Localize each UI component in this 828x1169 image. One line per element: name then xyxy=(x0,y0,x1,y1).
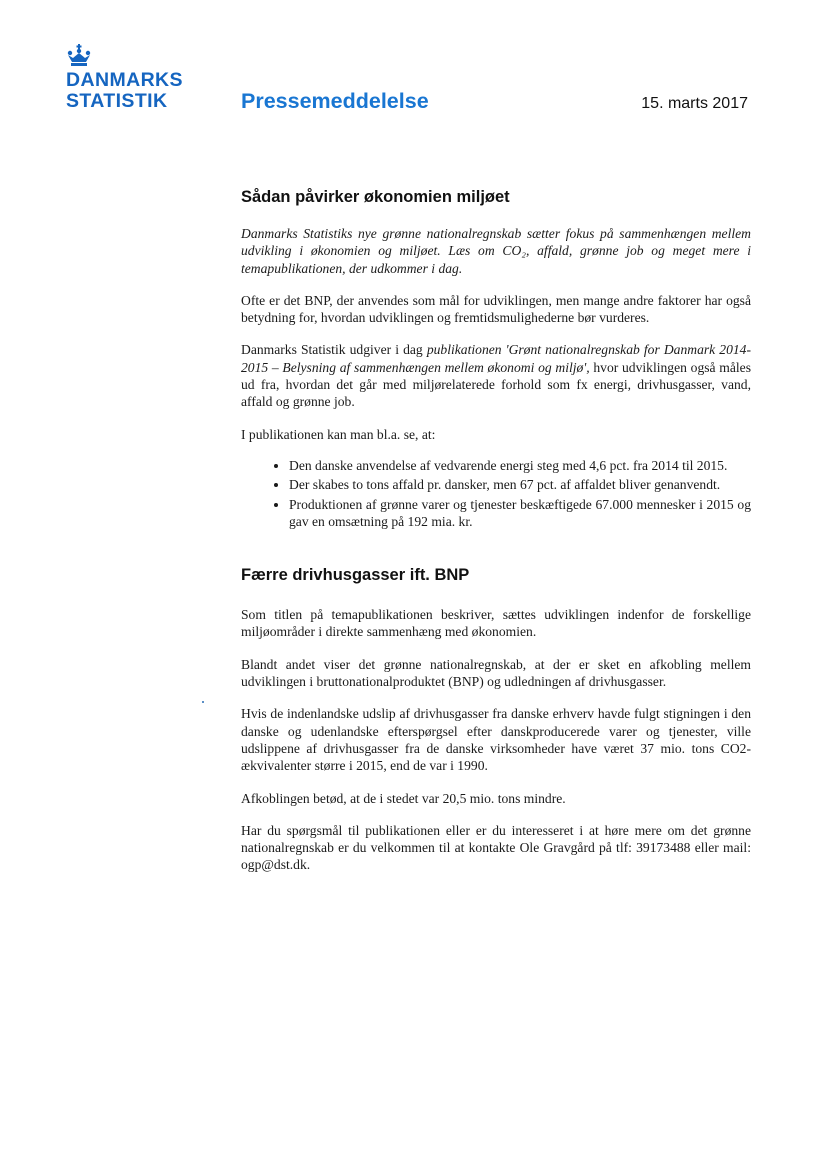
org-name-line2: STATISTIK xyxy=(66,90,168,112)
paragraph: Afkoblingen betød, at de i stedet var 20,5 mio. tons mindre. xyxy=(241,790,566,806)
text-span: Danmarks Statistik udgiver i dag xyxy=(241,342,427,358)
list-item: • Den danske anvendelse af vedvarende energi steg med 4,6 pct. fra 2014 til 2015. xyxy=(289,457,751,474)
crown-icon xyxy=(66,44,92,68)
paragraph: Ofte er det BNP, der anvendes som mål for udviklingen, men mange andre faktorer har også betydning for, hvordan udviklingen og fremtidsmulighederne bør vurderes. xyxy=(241,292,751,326)
publication-title: publikationen 'Grønt nationalregnskab for Danmark 2014-2015 – Belysning af sammenhængen mellem økonomi og miljø', xyxy=(241,342,751,375)
document-date: 15. marts 2017 xyxy=(641,95,748,112)
paragraph: Hvis de indenlandske udslip af drivhusgasser fra danske erhverv havde fulgt stigningen i den danske og udenlandske efterspørgsel efter danskproducerede varer og tjenester, ville udslippene af drivhusgasser fra de danske virksomheder have været 37 mio. tons CO2-ækvivalenter større i 2015, end de var i 1990. xyxy=(241,706,751,774)
bullet-list xyxy=(241,457,751,530)
document-body xyxy=(241,188,751,889)
paragraph-publication xyxy=(241,341,751,410)
scan-mark xyxy=(202,701,204,703)
paragraph: Blandt andet viser det grønne nationalregnskab, at der er sket en afkobling mellem udviklingen i bruttonationalproduktet (BNP) og udledningen af drivhusgasser. xyxy=(241,656,751,690)
section1-heading: Sådan påvirker økonomien miljøet xyxy=(241,188,510,206)
text-span: hvor udviklingen også måles ud fra, hvordan det går med miljørelaterede forhold som fx energi, drivhusgasser, vand, affald og grønne job. xyxy=(241,359,751,410)
paragraph: I publikationen kan man bl.a. se, at: xyxy=(241,426,436,442)
section2-heading: Færre drivhusgasser ift. BNP xyxy=(241,566,470,585)
paragraph: Som titlen på temapublikationen beskriver, sættes udviklingen indenfor de forskellige miljøområder i direkte sammenhæng med økonomien. xyxy=(241,607,751,640)
contact-paragraph: Har du spørgsmål til publikationen eller er du interesseret i at høre mere om det grønne nationalregnskab er du velkommen til at kontakte Ole Gravgård på tlf: 39173488 eller mail: ogp@dst.dk. xyxy=(241,822,751,873)
lead-paragraph: Danmarks Statistiks nye grønne nationalregnskab sætter fokus på sammenhængen mellem udvikling i økonomien og miljøet. Læs om CO₂, affald, grønne job og meget mere i temapublikationen, der udkommer i dag. xyxy=(241,226,751,276)
dst-logo xyxy=(66,44,183,112)
list-item: • Der skabes to tons affald pr. dansker, men 67 pct. af affaldet bliver genanvendt. xyxy=(289,476,751,493)
org-name-line1: DANMARKS xyxy=(66,69,183,91)
document-type: Pressemeddelelse xyxy=(241,89,429,113)
list-item: • Produktionen af grønne varer og tjenester beskæftigede 67.000 mennesker i 2015 og gav en omsætning på 192 mia. kr. xyxy=(289,496,751,531)
